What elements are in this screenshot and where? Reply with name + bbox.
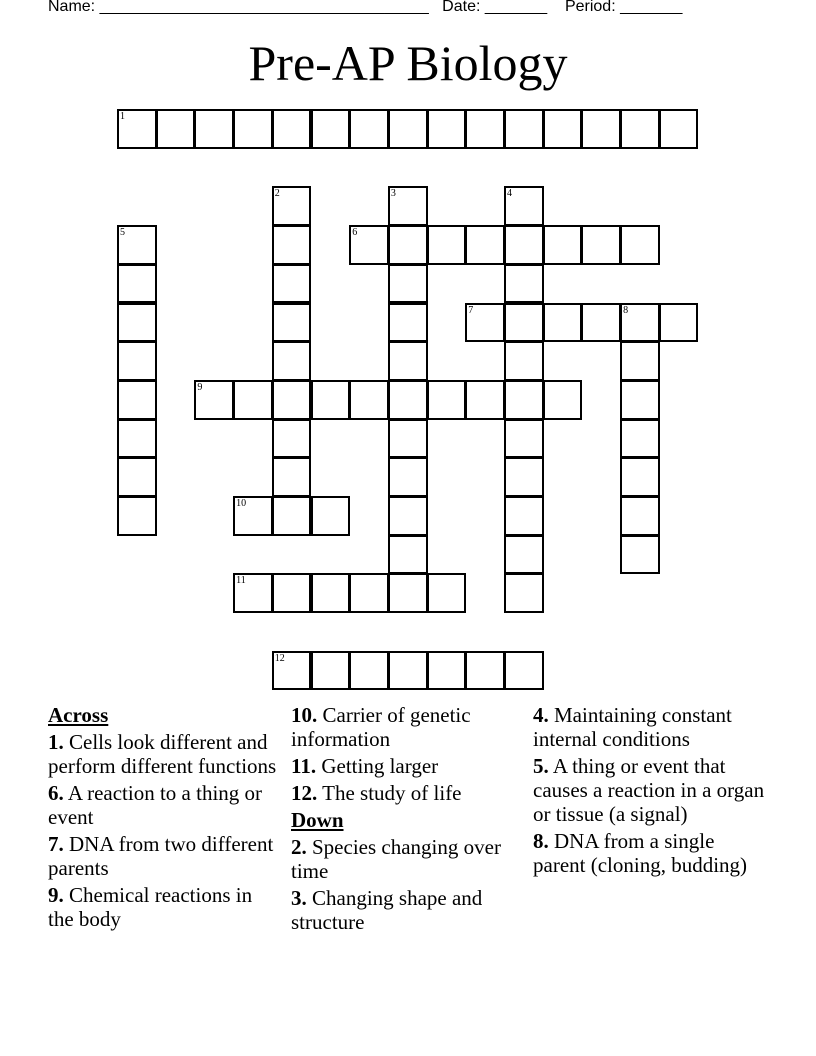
crossword-cell[interactable]: [233, 496, 273, 536]
crossword-cell[interactable]: [194, 380, 234, 420]
crossword-cell[interactable]: [504, 109, 544, 149]
crossword-cell[interactable]: [117, 380, 157, 420]
clue-across-7: 7. DNA from two different parents: [48, 832, 274, 880]
crossword-cell[interactable]: [311, 573, 351, 613]
crossword-cell[interactable]: [543, 225, 583, 265]
crossword-cell[interactable]: [311, 109, 351, 149]
clue-number: 9: [197, 381, 203, 393]
crossword-cell[interactable]: [117, 109, 157, 149]
crossword-cell[interactable]: [272, 303, 312, 343]
crossword-cell[interactable]: [620, 457, 660, 497]
crossword-cell[interactable]: [117, 264, 157, 304]
crossword-cell[interactable]: [504, 264, 544, 304]
crossword-cell[interactable]: [388, 109, 428, 149]
crossword-cell[interactable]: [388, 341, 428, 381]
crossword-cell[interactable]: [388, 651, 428, 691]
crossword-cell[interactable]: [156, 109, 196, 149]
crossword-cell[interactable]: [659, 109, 699, 149]
crossword-cell[interactable]: [427, 109, 467, 149]
crossword-cell[interactable]: [272, 109, 312, 149]
crossword-cell[interactable]: [504, 303, 544, 343]
crossword-cell[interactable]: [272, 341, 312, 381]
clue-number: 12: [274, 652, 285, 664]
clue-number: 7: [468, 304, 474, 316]
clue-number: 3: [390, 188, 396, 200]
crossword-cell[interactable]: [581, 109, 621, 149]
down-heading: Down: [291, 808, 344, 832]
crossword-cell[interactable]: [465, 380, 505, 420]
crossword-cell[interactable]: [388, 225, 428, 265]
crossword-cell[interactable]: [427, 573, 467, 613]
crossword-cell[interactable]: [233, 573, 273, 613]
crossword-cell[interactable]: [504, 651, 544, 691]
crossword-cell[interactable]: [504, 573, 544, 613]
clue-across-9: 9. Chemical reactions in the body: [48, 883, 253, 931]
student-info-header: [48, 0, 682, 16]
crossword-cell[interactable]: [581, 303, 621, 343]
crossword-cell[interactable]: [388, 535, 428, 575]
crossword-cell[interactable]: [465, 109, 505, 149]
crossword-cell[interactable]: [349, 225, 389, 265]
clue-across-1: 1. Cells look different and perform different functions: [48, 730, 277, 778]
crossword-cell[interactable]: [620, 380, 660, 420]
crossword-cell[interactable]: [388, 573, 428, 613]
clue-number: 6: [352, 227, 358, 239]
crossword-cell[interactable]: [504, 380, 544, 420]
period-label: Period:: [564, 0, 616, 15]
crossword-cell[interactable]: [504, 225, 544, 265]
clue-across-11: 11. Getting larger: [291, 754, 439, 778]
crossword-cell[interactable]: [620, 341, 660, 381]
clue-number: 1: [120, 111, 125, 122]
crossword-cell[interactable]: [543, 303, 583, 343]
crossword-cell[interactable]: [620, 225, 660, 265]
crossword-cell[interactable]: [504, 535, 544, 575]
clue-across-6: 6. A reaction to a thing or event: [48, 781, 263, 829]
crossword-cell[interactable]: [311, 380, 351, 420]
crossword-cell[interactable]: [272, 573, 312, 613]
crossword-cell[interactable]: [117, 457, 157, 497]
crossword-cell[interactable]: [194, 109, 234, 149]
crossword-cell[interactable]: [349, 573, 389, 613]
crossword-cell[interactable]: [349, 380, 389, 420]
clue-across-10: 10. Carrier of genetic information: [291, 703, 471, 751]
name-field[interactable]: _____________________________________: [99, 0, 429, 15]
crossword-cell[interactable]: [272, 496, 312, 536]
clues-column-3: [533, 703, 768, 880]
crossword-cell[interactable]: [620, 535, 660, 575]
crossword-cell[interactable]: [504, 457, 544, 497]
crossword-cell[interactable]: [117, 496, 157, 536]
clues-column-2: [291, 703, 516, 937]
crossword-cell[interactable]: [233, 109, 273, 149]
clue-number: 8: [623, 304, 629, 316]
crossword-cell[interactable]: [504, 419, 544, 459]
crossword-cell[interactable]: [388, 303, 428, 343]
crossword-cell[interactable]: [117, 341, 157, 381]
date-label: Date:: [442, 0, 481, 15]
crossword-cell[interactable]: [233, 380, 273, 420]
crossword-cell[interactable]: [272, 264, 312, 304]
crossword-cell[interactable]: [388, 496, 428, 536]
crossword-cell[interactable]: [543, 380, 583, 420]
clue-across-12: 12. The study of life: [291, 781, 462, 805]
crossword-cell[interactable]: [427, 225, 467, 265]
crossword-cell[interactable]: [543, 109, 583, 149]
clue-down-4: 4. Maintaining constant internal conditions: [533, 703, 732, 751]
crossword-cell[interactable]: [427, 651, 467, 691]
crossword-cell[interactable]: [620, 109, 660, 149]
clue-number: 10: [236, 498, 247, 509]
crossword-cell[interactable]: [388, 264, 428, 304]
crossword-cell[interactable]: [504, 341, 544, 381]
crossword-cell[interactable]: [620, 303, 660, 343]
crossword-cell[interactable]: [349, 109, 389, 149]
crossword-cell[interactable]: [620, 496, 660, 536]
crossword-cell[interactable]: [465, 303, 505, 343]
page-title: Pre-AP Biology: [248, 35, 568, 91]
clue-down-2: 2. Species changing over time: [291, 835, 501, 883]
clue-number: 4: [507, 188, 512, 200]
name-label: Name:: [48, 0, 96, 15]
crossword-cell[interactable]: [581, 225, 621, 265]
clue-number: 2: [274, 188, 280, 200]
across-heading: Across: [48, 703, 109, 727]
crossword-cell[interactable]: [272, 225, 312, 265]
crossword-cell[interactable]: [272, 186, 312, 226]
crossword-cell[interactable]: [272, 457, 312, 497]
crossword-cell[interactable]: [465, 651, 505, 691]
crossword-cell[interactable]: [388, 457, 428, 497]
period-field[interactable]: _______: [620, 0, 683, 15]
date-field[interactable]: _______: [484, 0, 548, 15]
crossword-cell[interactable]: [272, 419, 312, 459]
crossword-cell[interactable]: [388, 419, 428, 459]
crossword-cell[interactable]: [349, 651, 389, 691]
crossword-cell[interactable]: [117, 303, 157, 343]
crossword-cell[interactable]: [504, 496, 544, 536]
crossword-cell[interactable]: [427, 380, 467, 420]
crossword-cell[interactable]: [272, 651, 312, 691]
clues-column-1: [48, 703, 278, 934]
crossword-cell[interactable]: [272, 380, 312, 420]
crossword-cell[interactable]: [117, 419, 157, 459]
crossword-cell[interactable]: [659, 303, 699, 343]
clue-down-3: 3. Changing shape and structure: [291, 886, 483, 934]
crossword-cell[interactable]: [117, 225, 157, 265]
clue-number: 5: [120, 227, 125, 239]
crossword-cell[interactable]: [311, 496, 351, 536]
clue-down-5: 5. A thing or event that causes a reaction in a organ or tissue (a signal): [533, 754, 765, 826]
crossword-cell[interactable]: [504, 186, 544, 226]
crossword-cell[interactable]: [311, 651, 351, 691]
crossword-cell[interactable]: [388, 186, 428, 226]
crossword-cell[interactable]: [388, 380, 428, 420]
crossword-cell[interactable]: [465, 225, 505, 265]
clue-number: 11: [236, 575, 246, 587]
crossword-cell[interactable]: [620, 419, 660, 459]
clue-down-8: 8. DNA from a single parent (cloning, budding): [533, 829, 748, 877]
